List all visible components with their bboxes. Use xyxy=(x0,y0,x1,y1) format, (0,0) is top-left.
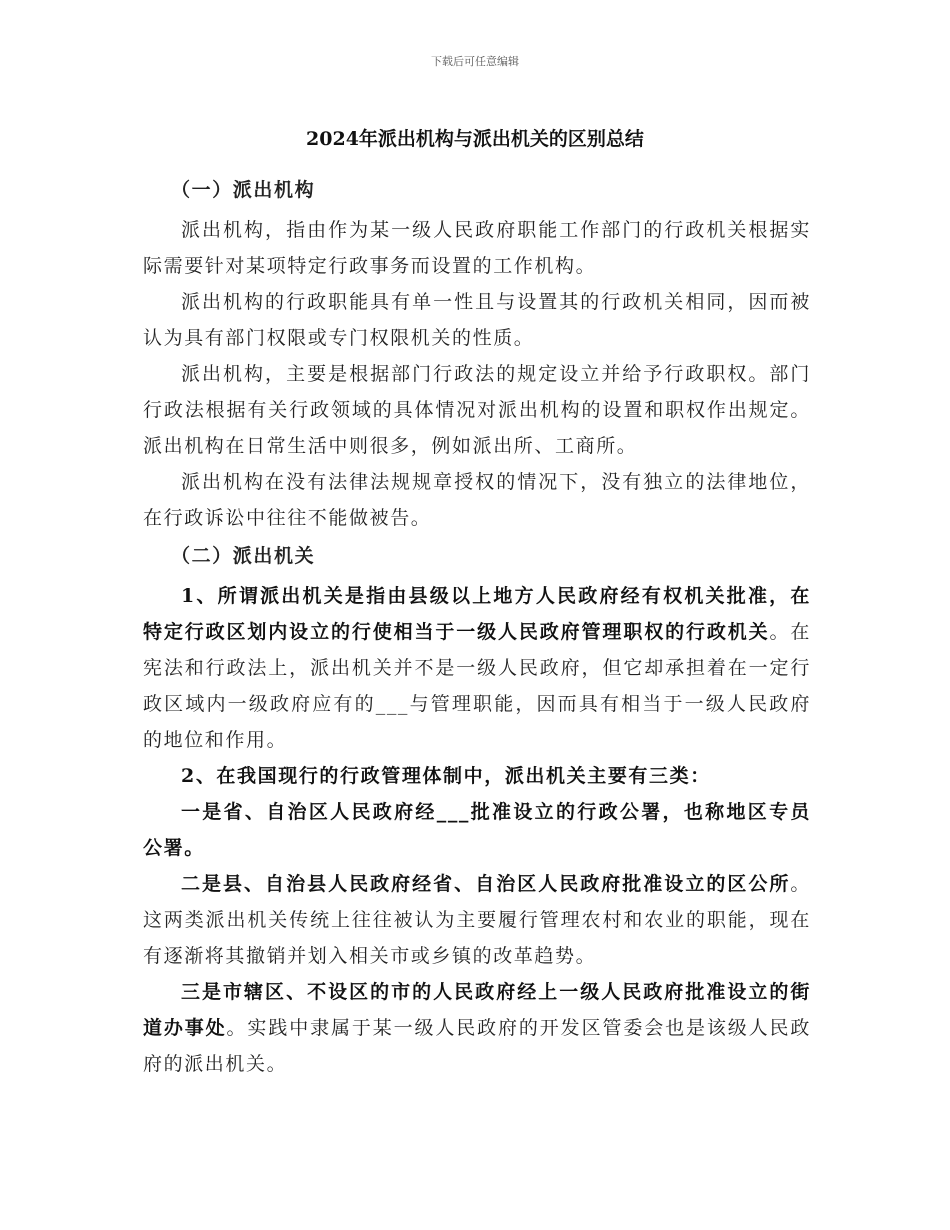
text: 。实践中隶属于某一级人民政府的开发区管委会也是该级人民政府的派出机关。 xyxy=(143,1017,811,1075)
document-body xyxy=(143,170,811,1082)
bold-text: 1、所谓派出机关是指由县级以上地方人民政府经有权机关批准，在特定行政区划内设立的行使相当于一级人民政府管理职权的行政机关 xyxy=(143,585,811,643)
paragraph: 派出机构在没有法律法规规章授权的情况下，没有独立的法律地位，在行政诉讼中往往不能做被告。 xyxy=(143,471,811,529)
document-title: 2024年派出机构与派出机关的区别总结 xyxy=(306,128,644,150)
section-heading-2: （二）派出机关 xyxy=(171,545,316,567)
bold-text: 二是县、自治县人民政府经省、自治区人民政府批准设立的区公所 xyxy=(181,873,791,895)
paragraph xyxy=(143,974,811,1082)
paragraph: 派出机构，指由作为某一级人民政府职能工作部门的行政机关根据实际需要针对某项特定行政事务而设置的工作机构。 xyxy=(143,219,811,277)
paragraph: 一是省、自治区人民政府经___批准设立的行政公署，也称地区专员公署。 xyxy=(143,801,811,859)
paragraph: 派出机构的行政职能具有单一性且与设置其的行政机关相同，因而被认为具有部门权限或专门权限机关的性质。 xyxy=(143,291,811,349)
text: 。这两类派出机关传统上往往被认为主要履行管理农村和农业的职能，现在有逐渐将其撤销并划入相关市或乡镇的改革趋势。 xyxy=(143,873,811,967)
header-note: 下载后可任意编辑 xyxy=(431,55,519,68)
paragraph: 2、在我国现行的行政管理体制中，派出机关主要有三类： xyxy=(181,765,711,787)
paragraph xyxy=(143,866,811,974)
section-heading-1: （一）派出机构 xyxy=(171,179,316,201)
bold-text: 三是市辖区、不设区的市的人民政府经上一级人民政府批准设立的街道办事处 xyxy=(143,981,811,1039)
paragraph: 派出机构，主要是根据部门行政法的规定设立并给予行政职权。部门行政法根据有关行政领域的具体情况对派出机构的设置和职权作出规定。派出机构在日常生活中则很多，例如派出所、工商所。 xyxy=(143,363,811,457)
paragraph xyxy=(143,578,811,758)
text: 。在宪法和行政法上，派出机关并不是一级人民政府，但它却承担着在一定行政区域内一级政府应有的___与管理职能，因而具有相当于一级人民政府的地位和作用。 xyxy=(143,621,811,751)
